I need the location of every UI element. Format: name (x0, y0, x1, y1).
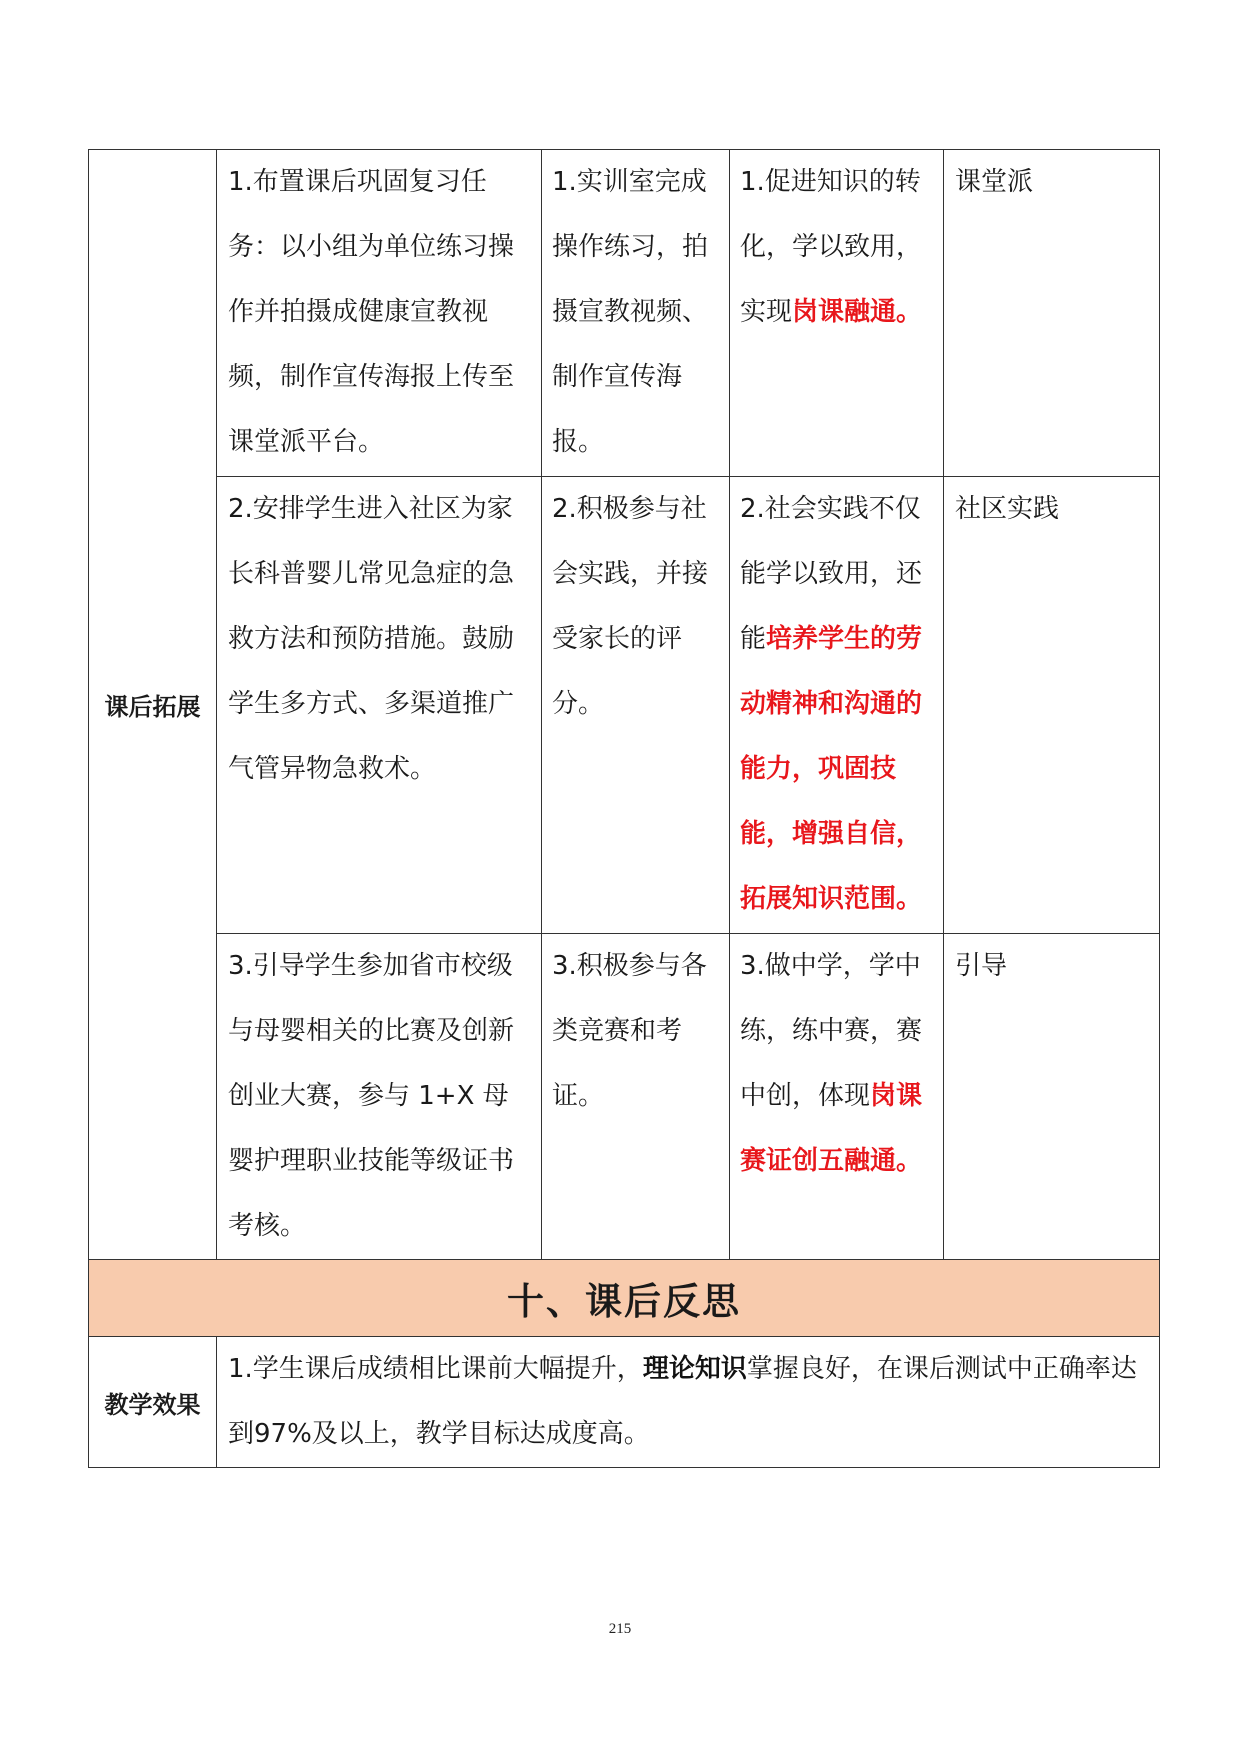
design-intent-text: 2.社会实践不仅能学以致用，还能 (740, 494, 923, 654)
student-activity: 3.积极参与各类竞赛和考证。 (552, 951, 707, 1111)
stage-cell (89, 150, 217, 1260)
design-intent-cell (730, 150, 944, 477)
design-intent-highlight: 培养学生的劳动精神和沟通的能力，巩固技能，增强自信，拓展知识范围。 (740, 624, 923, 914)
table-row (89, 934, 1160, 1260)
design-intent (730, 934, 943, 1194)
reflection-row (89, 1337, 1160, 1468)
student-activity-cell (542, 477, 730, 934)
design-intent-cell (730, 477, 944, 934)
teacher-activity: 2.安排学生进入社区为家长科普婴儿常见急症的急救方法和预防措施。鼓励学生多方式、多渠道推广气管异物急救术。 (228, 494, 515, 784)
student-activity-cell (542, 934, 730, 1260)
section-header-row (89, 1260, 1160, 1337)
reflection-label-cell (89, 1337, 217, 1468)
reflection-text-start: 1.学生课后成绩相比课前大幅提升， (228, 1354, 643, 1384)
teacher-activity-cell (217, 934, 542, 1260)
resource: 引导 (955, 951, 1008, 981)
lesson-plan-table (88, 149, 1160, 1468)
resource: 课堂派 (955, 167, 1034, 197)
resource: 社区实践 (955, 494, 1060, 524)
design-intent-cell (730, 934, 944, 1260)
teacher-activity: 3.引导学生参加省市校级与母婴相关的比赛及创新创业大赛，参与 1+X 母婴护理职业技能等级证书考核。 (228, 951, 515, 1241)
design-intent-text: 1.促进知识的转化，学以致用，实现 (740, 167, 923, 327)
reflection-text-cell (217, 1337, 1160, 1468)
student-activity: 1.实训室完成操作练习，拍摄宣教视频、制作宣传海报。 (552, 167, 709, 457)
stage-label: 课后拓展 (104, 693, 201, 721)
resource-cell (944, 934, 1160, 1260)
teacher-activity-cell (217, 150, 542, 477)
design-intent (730, 477, 943, 932)
reflection-text-emphasis: 理论知识 (642, 1354, 747, 1384)
design-intent-highlight: 岗课赛证创五融通。 (740, 1081, 923, 1176)
student-activity: 2.积极参与社会实践，并接受家长的评分。 (552, 494, 709, 719)
resource-cell (944, 150, 1160, 477)
table-row (89, 477, 1160, 934)
page-number: 215 (608, 1621, 632, 1637)
teacher-activity-cell (217, 477, 542, 934)
design-intent-text: 3.做中学，学中练，练中赛，赛中创，体现 (740, 951, 923, 1111)
table-row (89, 150, 1160, 477)
teacher-activity: 1.布置课后巩固复习任务：以小组为单位练习操作并拍摄成健康宣教视频，制作宣传海报上传至课堂派平台。 (228, 167, 515, 457)
design-intent-highlight: 岗课融通。 (792, 297, 923, 327)
section-title: 十、课后反思 (507, 1280, 741, 1323)
section-header-cell (89, 1260, 1160, 1337)
reflection-label: 教学效果 (104, 1390, 201, 1419)
resource-cell (944, 477, 1160, 934)
student-activity-cell (542, 150, 730, 477)
design-intent (730, 150, 943, 345)
reflection-text-end: 掌握良好，在课后测试中正确率达到97%及以上，教学目标达成度高。 (228, 1354, 1137, 1449)
reflection-text (217, 1337, 1159, 1467)
